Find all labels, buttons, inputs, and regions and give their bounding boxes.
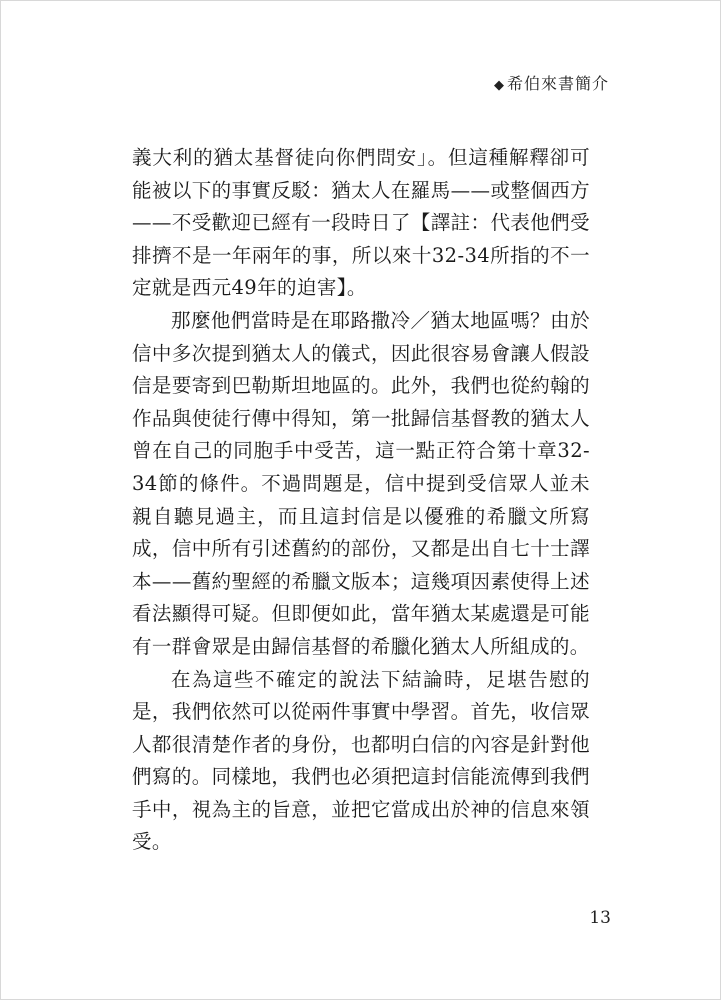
body-text xyxy=(132,142,590,859)
paragraph: 那麼他們當時是在耶路撒冷／猶太地區嗎？由於信中多次提到猶太人的儀式，因此很容易會讓人假設信是要寄到巴勒斯坦地區的。此外，我們也從約翰的作品與使徒行傳中得知，第一批歸信基督教的猶太人曾在自己的同胞手中受苦，這一點正符合第十章32-34節的條件。不過問題是，信中提到受信眾人並未親自聽見過主，而且這封信是以優雅的希臘文所寫成，信中所有引述舊約的部份，又都是出自七十士譯本——舊約聖經的希臘文版本；這幾項因素使得上述看法顯得可疑。但即便如此，當年猶太某處還是可能有一群會眾是由歸信基督的希臘化猶太人所組成的。 xyxy=(132,308,590,658)
diamond-icon: ◆ xyxy=(493,78,505,93)
paragraph-continuation: 義大利的猶太基督徒向你們問安」。但這種解釋卻可能被以下的事實反駁：猶太人在羅馬——或整個西方——不受歡迎已經有一段時日了【譯註：代表他們受排擠不是一年兩年的事，所以來十32-34所指的不一定就是西元49年的迫害】。 xyxy=(132,146,590,300)
paragraph: 在為這些不確定的說法下結論時，足堪告慰的是，我們依然可以從兩件事實中學習。首先，收信眾人都很清楚作者的身份，也都明白信的內容是針對他們寫的。同樣地，我們也必須把這封信能流傳到我們手中，視為主的旨意，並把它當成出於神的信息來領受。 xyxy=(132,667,590,854)
page-number: 13 xyxy=(589,908,611,928)
running-header xyxy=(494,71,609,94)
header-title: 希伯來書簡介 xyxy=(506,74,609,93)
